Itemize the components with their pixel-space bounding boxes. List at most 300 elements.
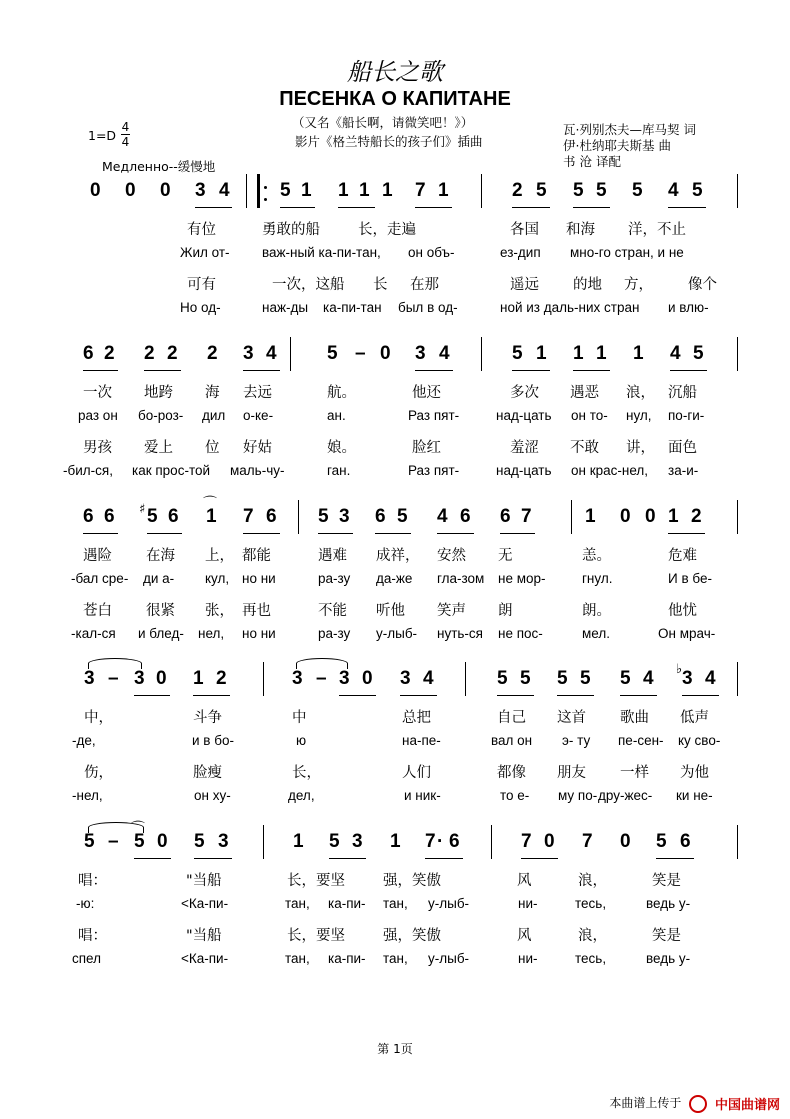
- lyric-russian: был в од-: [398, 300, 458, 315]
- note: 7: [243, 506, 254, 527]
- lyric-russian: ка-пи-: [328, 951, 366, 966]
- note: 1: [390, 831, 401, 852]
- note: 3: [352, 831, 363, 852]
- lyric-russian: ди а-: [143, 571, 175, 586]
- lyric-russian: на-пе-: [402, 733, 441, 748]
- lyric-chinese: 长: [373, 277, 388, 293]
- barline: [246, 174, 247, 208]
- time-signature: $\frac{4}{4}$: [121, 120, 130, 149]
- repeat-barline: [257, 174, 260, 208]
- beam-underline: [339, 695, 376, 696]
- beam-underline: [512, 207, 550, 208]
- note: 5: [512, 343, 523, 364]
- lyric-chinese: 遇难: [318, 548, 347, 564]
- note: 6: [500, 506, 511, 527]
- note: 0: [645, 506, 656, 527]
- note: 0: [620, 831, 631, 852]
- beam-underline: [194, 858, 232, 859]
- note: 2: [216, 668, 227, 689]
- lyric-chinese: 他还: [412, 385, 441, 401]
- lyric-chinese: 再也: [242, 603, 271, 619]
- note: 6: [168, 506, 179, 527]
- lyric-russian: нул,: [626, 408, 652, 423]
- lyric-russian: и влю-: [668, 300, 709, 315]
- note: 3: [195, 180, 206, 201]
- beam-underline: [195, 207, 232, 208]
- beam-underline: [437, 533, 474, 534]
- lyric-russian: ра-зу: [318, 571, 351, 586]
- note: 2: [207, 343, 218, 364]
- lyric-russian: у-лыб-: [376, 626, 418, 641]
- lyric-russian: кул,: [205, 571, 230, 586]
- lyric-chinese: 歌曲: [620, 710, 649, 726]
- lyric-chinese: 男孩: [83, 440, 112, 456]
- note: 3: [415, 343, 426, 364]
- lyric-russian: ни-: [518, 896, 538, 911]
- note: 1: [359, 180, 370, 201]
- note: –: [108, 831, 119, 852]
- lyric-chinese: 浪，: [578, 873, 607, 889]
- note: 7: [415, 180, 426, 201]
- note: 0: [160, 180, 171, 201]
- lyric-chinese: 脸瘦: [193, 765, 222, 781]
- lyric-chinese: 讲，: [626, 440, 655, 456]
- note: 6: [83, 506, 94, 527]
- beam-underline: [144, 370, 181, 371]
- barline: [571, 500, 572, 534]
- lyric-chinese: 朗: [498, 603, 513, 619]
- credit-translator: 书 沧 译配: [563, 154, 621, 169]
- lyric-russian: ка-пи-тан: [323, 300, 382, 315]
- lyric-russian: <Ка-пи-: [181, 896, 229, 911]
- lyric-russian: тан,: [285, 951, 310, 966]
- lyric-chinese: 可有: [187, 277, 216, 293]
- lyric-russian: ган.: [327, 463, 351, 478]
- beam-underline: [415, 207, 452, 208]
- lyric-chinese: 遥远: [510, 277, 539, 293]
- note: 5: [147, 506, 158, 527]
- note: 0: [544, 831, 555, 852]
- lyric-russian: дел,: [288, 788, 315, 803]
- lyric-chinese: 方，: [624, 277, 653, 293]
- note: 5: [573, 180, 584, 201]
- note: 3: [682, 668, 693, 689]
- beam-underline: [243, 533, 280, 534]
- lyric-russian: и блед-: [138, 626, 184, 641]
- lyric-russian: тан,: [285, 896, 310, 911]
- note: 5: [318, 506, 329, 527]
- lyric-russian: но ни: [242, 571, 276, 586]
- note: 4: [668, 180, 679, 201]
- barline: [737, 662, 738, 696]
- lyric-russian: он объ-: [408, 245, 455, 260]
- beam-underline: [656, 858, 694, 859]
- lyric-russian: ю: [296, 733, 307, 748]
- beam-underline: [573, 370, 610, 371]
- lyric-russian: <Ка-пи-: [181, 951, 229, 966]
- lyric-russian: не пос-: [498, 626, 543, 641]
- note: 5: [84, 831, 95, 852]
- lyric-chinese: 浪，: [626, 385, 655, 401]
- lyric-chinese: 都像: [497, 765, 526, 781]
- lyric-russian: -кал-ся: [71, 626, 116, 641]
- lyric-chinese: 笑是: [652, 873, 681, 889]
- lyric-chinese: "当船: [186, 873, 222, 889]
- lyric-chinese: 朋友: [557, 765, 586, 781]
- lyric-chinese: 唱：: [78, 928, 107, 944]
- lyric-russian: Жил от-: [180, 245, 230, 260]
- beam-underline: [338, 207, 375, 208]
- lyric-russian: тан,: [383, 896, 408, 911]
- beam-underline: [620, 695, 657, 696]
- note: 1: [293, 831, 304, 852]
- note: 3: [292, 668, 303, 689]
- note: 7: [521, 506, 532, 527]
- lyric-russian: он ху-: [194, 788, 231, 803]
- lyric-russian: и в бо-: [192, 733, 234, 748]
- note: 5: [620, 668, 631, 689]
- note: 5: [580, 668, 591, 689]
- note: 7: [521, 831, 532, 852]
- film-note: 影片《格兰特船长的孩子们》插曲: [295, 134, 483, 149]
- note: 1: [382, 180, 393, 201]
- beam-underline: [500, 533, 535, 534]
- note: 2: [144, 343, 155, 364]
- lyric-russian: да-же: [376, 571, 413, 586]
- lyric-russian: Раз пят-: [408, 408, 460, 423]
- lyric-russian: пе-сен-: [618, 733, 664, 748]
- note: 6: [460, 506, 471, 527]
- lyric-chinese: 位: [205, 440, 220, 456]
- lyric-russian: за-и-: [668, 463, 699, 478]
- beam-underline: [512, 370, 550, 371]
- barline: [491, 825, 492, 859]
- lyric-russian: наж-ды: [262, 300, 309, 315]
- lyric-chinese: 一样: [620, 765, 649, 781]
- lyric-chinese: 有位: [187, 222, 216, 238]
- lyric-russian: -бил-ся,: [63, 463, 113, 478]
- lyric-chinese: 风: [517, 873, 532, 889]
- note: 5: [693, 343, 704, 364]
- lyric-russian: -де,: [72, 733, 96, 748]
- key-signature: 1=D: [88, 128, 117, 143]
- note: 6: [449, 831, 460, 852]
- note: 5: [327, 343, 338, 364]
- title-russian: ПЕСЕНКА О КАПИТАНЕ: [279, 88, 511, 110]
- lyric-chinese: 地跨: [144, 385, 173, 401]
- note: 5: [557, 668, 568, 689]
- lyric-russian: э- ту: [562, 733, 591, 748]
- lyric-chinese: 听他: [376, 603, 405, 619]
- barline: [481, 337, 482, 371]
- lyric-russian: по-ги-: [668, 408, 705, 423]
- note: 4: [670, 343, 681, 364]
- lyric-russian: ан.: [327, 408, 346, 423]
- beam-underline: [425, 858, 463, 859]
- note: 2: [167, 343, 178, 364]
- beam-underline: [375, 533, 411, 534]
- note: 0: [156, 668, 167, 689]
- lyric-russian: ведь у-: [646, 896, 691, 911]
- lyric-chinese: 伤，: [84, 765, 113, 781]
- lyric-russian: тесь,: [575, 951, 607, 966]
- note: 6: [104, 506, 115, 527]
- lyric-chinese: 上，: [205, 548, 234, 564]
- note: 1: [573, 343, 584, 364]
- note: 0: [380, 343, 391, 364]
- lyric-chinese: 各国: [510, 222, 539, 238]
- note: –: [108, 668, 119, 689]
- beam-underline: [557, 695, 594, 696]
- lyric-russian: ни-: [518, 951, 538, 966]
- note: 4: [643, 668, 654, 689]
- note: 6: [680, 831, 691, 852]
- lyric-chinese: 成祥，: [376, 548, 420, 564]
- lyric-chinese: 人们: [402, 765, 431, 781]
- lyric-chinese: 遇险: [83, 548, 112, 564]
- note: 5: [596, 180, 607, 201]
- lyric-chinese: 这首: [557, 710, 586, 726]
- lyric-chinese: 中，: [84, 710, 113, 726]
- flat-icon: ♭: [676, 662, 683, 677]
- note: 0: [125, 180, 136, 201]
- lyric-chinese: 安然: [437, 548, 466, 564]
- lyric-chinese: 脸红: [412, 440, 441, 456]
- note: 5: [194, 831, 205, 852]
- barline: [737, 174, 738, 208]
- title-chinese: 船长之歌: [347, 58, 443, 86]
- lyric-chinese: 张，: [205, 603, 234, 619]
- lyric-russian: -бал сре-: [71, 571, 129, 586]
- note: 5: [280, 180, 291, 201]
- barline: [737, 825, 738, 859]
- note: 5: [520, 668, 531, 689]
- note: 0: [620, 506, 631, 527]
- lyric-chinese: 遇恶: [570, 385, 599, 401]
- lyric-russian: он то-: [571, 408, 608, 423]
- barline: [481, 174, 482, 208]
- fermata-icon: ⌒: [203, 496, 217, 512]
- note: 0: [90, 180, 101, 201]
- note: 5: [536, 180, 547, 201]
- barline: [290, 337, 291, 371]
- lyric-russian: И в бе-: [668, 571, 712, 586]
- note: 3: [84, 668, 95, 689]
- beam-underline: [670, 370, 707, 371]
- lyric-russian: спел: [72, 951, 101, 966]
- barline: [465, 662, 466, 696]
- lyric-russian: над-цать: [496, 463, 552, 478]
- lyric-russian: ведь у-: [646, 951, 691, 966]
- tempo-marking: Медленно--缓慢地: [102, 159, 216, 174]
- lyric-chinese: 爱上: [144, 440, 173, 456]
- lyric-russian: ной из даль-них стран: [500, 300, 640, 315]
- lyric-chinese: 危难: [668, 548, 697, 564]
- page-number: 第 1页: [377, 1042, 413, 1056]
- note: –: [316, 668, 327, 689]
- lyric-chinese: 在海: [146, 548, 175, 564]
- lyric-russian: мно-го стран, и не: [570, 245, 684, 260]
- lyric-chinese: 好姑: [243, 440, 272, 456]
- note: 0: [157, 831, 168, 852]
- lyric-russian: нел,: [198, 626, 225, 641]
- sharp-icon: ♯: [139, 502, 146, 517]
- note: 5: [497, 668, 508, 689]
- lyric-russian: вал он: [491, 733, 533, 748]
- beam-underline: [668, 207, 706, 208]
- barline: [737, 500, 738, 534]
- site-name: 中国曲谱网: [714, 1098, 780, 1113]
- lyric-chinese: 勇敢的船: [262, 222, 320, 238]
- beam-underline: [400, 695, 437, 696]
- lyric-russian: тан,: [383, 951, 408, 966]
- lyric-chinese: 为他: [680, 765, 709, 781]
- beam-underline: [415, 370, 453, 371]
- note: 1: [438, 180, 449, 201]
- lyric-chinese: 一次: [83, 385, 112, 401]
- beam-underline: [193, 695, 230, 696]
- lyric-russian: важ-ный ка-пи-тан,: [262, 245, 381, 260]
- lyric-chinese: 沉船: [668, 385, 697, 401]
- lyric-chinese: 总把: [402, 710, 431, 726]
- barline: [298, 500, 299, 534]
- lyric-chinese: 像个: [688, 277, 717, 293]
- note: 3: [134, 668, 145, 689]
- note: 3: [218, 831, 229, 852]
- note: 4: [439, 343, 450, 364]
- beam-underline: [521, 858, 558, 859]
- upload-text: 本曲谱上传于: [609, 1096, 682, 1110]
- note: 4: [266, 343, 277, 364]
- lyric-russian: -нел,: [72, 788, 103, 803]
- lyric-russian: гла-зом: [437, 571, 485, 586]
- note: –: [355, 343, 366, 364]
- note: 1: [585, 506, 596, 527]
- note: 1: [193, 668, 204, 689]
- note: 5: [134, 831, 145, 852]
- lyric-russian: Но од-: [180, 300, 221, 315]
- note: 1: [338, 180, 349, 201]
- note: 2: [512, 180, 523, 201]
- note: 4: [437, 506, 448, 527]
- note: 0: [362, 668, 373, 689]
- beam-underline: [243, 370, 280, 371]
- lyric-chinese: 娘。: [327, 440, 356, 456]
- note: 2: [104, 343, 115, 364]
- note: 1: [668, 506, 679, 527]
- lyric-chinese: 苍白: [83, 603, 112, 619]
- lyric-chinese: 风: [517, 928, 532, 944]
- lyric-russian: Он мрач-: [658, 626, 716, 641]
- lyric-russian: как прос-той: [132, 463, 211, 478]
- alt-name: （又名《船长啊，请微笑吧！》）: [292, 115, 474, 130]
- repeat-dot: [264, 186, 267, 189]
- note: 3: [243, 343, 254, 364]
- lyric-chinese: 低声: [680, 710, 709, 726]
- note: 5: [329, 831, 340, 852]
- lyric-chinese: 和海: [566, 222, 595, 238]
- note: ·: [437, 831, 444, 852]
- lyric-chinese: 长，走遍: [358, 222, 416, 238]
- beam-underline: [134, 695, 170, 696]
- note: 3: [339, 506, 350, 527]
- note: 6: [266, 506, 277, 527]
- note: 7: [425, 831, 436, 852]
- beam-underline: [682, 695, 719, 696]
- lyric-russian: дил: [202, 408, 226, 423]
- note: 5: [656, 831, 667, 852]
- lyric-chinese: 中: [292, 710, 307, 726]
- note: 7: [582, 831, 593, 852]
- lyric-chinese: 不能: [318, 603, 347, 619]
- note: 4: [423, 668, 434, 689]
- barline: [737, 337, 738, 371]
- lyric-russian: о-ке-: [243, 408, 274, 423]
- repeat-dot: [264, 198, 267, 201]
- note: 1: [596, 343, 607, 364]
- beam-underline: [134, 858, 171, 859]
- beam-underline: [318, 533, 353, 534]
- lyric-chinese: 羞涩: [510, 440, 539, 456]
- lyric-chinese: "当船: [186, 928, 222, 944]
- note: 6: [375, 506, 386, 527]
- lyric-chinese: 洋，不止: [628, 222, 686, 238]
- note: 3: [400, 668, 411, 689]
- lyric-chinese: 去远: [243, 385, 272, 401]
- credit-lyricist: 瓦·列别杰夫—库马契 词: [563, 122, 696, 137]
- lyric-chinese: 面色: [668, 440, 697, 456]
- tie-slur: [88, 658, 142, 669]
- note: 1: [633, 343, 644, 364]
- lyric-chinese: 海: [205, 385, 220, 401]
- lyric-russian: ку сво-: [678, 733, 721, 748]
- fermata-icon: ⌒: [131, 821, 145, 837]
- note: 1: [301, 180, 312, 201]
- lyric-russian: мел.: [582, 626, 610, 641]
- lyric-chinese: 很紧: [146, 603, 175, 619]
- beam-underline: [280, 207, 315, 208]
- note: 1: [206, 506, 217, 527]
- lyric-russian: и ник-: [404, 788, 441, 803]
- lyric-russian: ки не-: [676, 788, 713, 803]
- lyric-russian: раз он: [78, 408, 118, 423]
- lyric-chinese: 强，笑傲: [383, 873, 441, 889]
- lyric-chinese: 都能: [242, 548, 271, 564]
- lyric-chinese: 航。: [327, 385, 356, 401]
- lyric-russian: то е-: [500, 788, 530, 803]
- beam-underline: [668, 533, 705, 534]
- lyric-chinese: 一次，这船: [272, 277, 345, 293]
- beam-underline: [329, 858, 366, 859]
- note: 4: [705, 668, 716, 689]
- lyric-russian: над-цать: [496, 408, 552, 423]
- lyric-russian: ез-дип: [500, 245, 541, 260]
- lyric-russian: тесь,: [575, 896, 607, 911]
- note: 5: [397, 506, 408, 527]
- note: 2: [691, 506, 702, 527]
- lyric-chinese: 多次: [510, 385, 539, 401]
- barline: [263, 825, 264, 859]
- lyric-chinese: 恙。: [582, 548, 611, 564]
- lyric-russian: бо-роз-: [138, 408, 184, 423]
- lyric-chinese: 唱：: [78, 873, 107, 889]
- credit-composer: 伊·杜纳耶夫斯基 曲: [563, 138, 671, 153]
- lyric-chinese: 无: [498, 548, 513, 564]
- lyric-russian: не мор-: [498, 571, 546, 586]
- lyric-chinese: 不敢: [570, 440, 599, 456]
- lyric-chinese: 笑声: [437, 603, 466, 619]
- barline: [263, 662, 264, 696]
